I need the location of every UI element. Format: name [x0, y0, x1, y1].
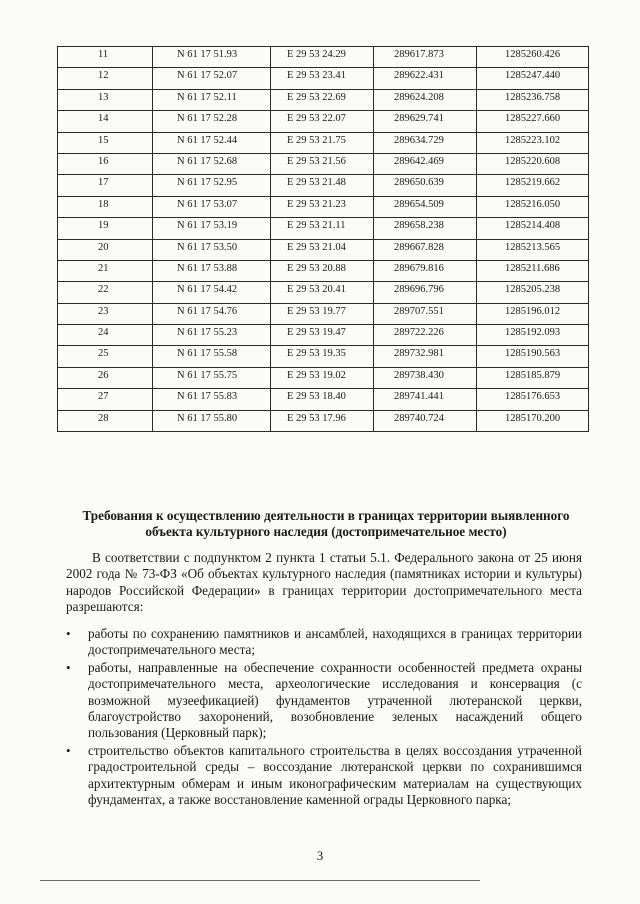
section-heading: Требования к осуществлению деятельности в границах территории выявленного объекта культурного наследия (достопримечательное место): [82, 508, 570, 539]
latitude-cell: N 61 17 55.58: [153, 346, 271, 367]
x-coordinate-cell: 289642.469: [374, 153, 477, 174]
list-item-text: строительство объектов капитального строительства в целях воссоздания утраченной градостроительной среды – воссоздание лютеранской церкви по сохранившимся архитектурным обмерам и иным иконографическим материалам на существующих фундаментах, а также восстановление каменной ограды Церковного парка;: [88, 742, 582, 808]
y-coordinate-cell: 1285220.608: [477, 153, 589, 174]
x-coordinate-cell: 289654.509: [374, 196, 477, 217]
point-number-cell: 23: [58, 303, 153, 324]
longitude-cell: E 29 53 20.88: [271, 260, 374, 281]
table-row: [58, 303, 589, 324]
table-row: [58, 111, 589, 132]
y-coordinate-cell: 1285219.662: [477, 175, 589, 196]
longitude-cell: E 29 53 17.96: [271, 410, 374, 431]
latitude-cell: N 61 17 52.28: [153, 111, 271, 132]
point-number-cell: 16: [58, 153, 153, 174]
x-coordinate-cell: 289667.828: [374, 239, 477, 260]
latitude-cell: N 61 17 52.07: [153, 68, 271, 89]
point-number-cell: 11: [58, 47, 153, 68]
point-number-cell: 21: [58, 260, 153, 281]
y-coordinate-cell: 1285196.012: [477, 303, 589, 324]
latitude-cell: N 61 17 52.95: [153, 175, 271, 196]
y-coordinate-cell: 1285223.102: [477, 132, 589, 153]
latitude-cell: N 61 17 55.23: [153, 325, 271, 346]
point-number-cell: 13: [58, 89, 153, 110]
table-row: [58, 47, 589, 68]
longitude-cell: E 29 53 23.41: [271, 68, 374, 89]
longitude-cell: E 29 53 18.40: [271, 389, 374, 410]
x-coordinate-cell: 289696.796: [374, 282, 477, 303]
point-number-cell: 12: [58, 68, 153, 89]
point-number-cell: 18: [58, 196, 153, 217]
latitude-cell: N 61 17 53.19: [153, 218, 271, 239]
list-item: [66, 626, 582, 659]
permitted-works-list: [66, 626, 582, 809]
table-row: [58, 218, 589, 239]
y-coordinate-cell: 1285192.093: [477, 325, 589, 346]
table-row: [58, 89, 589, 110]
coordinates-table: [57, 46, 589, 432]
x-coordinate-cell: 289622.431: [374, 68, 477, 89]
longitude-cell: E 29 53 21.75: [271, 132, 374, 153]
y-coordinate-cell: 1285190.563: [477, 346, 589, 367]
list-item: [66, 743, 582, 809]
point-number-cell: 15: [58, 132, 153, 153]
point-number-cell: 20: [58, 239, 153, 260]
point-number-cell: 27: [58, 389, 153, 410]
table-row: [58, 175, 589, 196]
x-coordinate-cell: 289624.208: [374, 89, 477, 110]
y-coordinate-cell: 1285247.440: [477, 68, 589, 89]
x-coordinate-cell: 289732.981: [374, 346, 477, 367]
point-number-cell: 19: [58, 218, 153, 239]
latitude-cell: N 61 17 51.93: [153, 47, 271, 68]
point-number-cell: 26: [58, 367, 153, 388]
longitude-cell: E 29 53 19.47: [271, 325, 374, 346]
y-coordinate-cell: 1285170.200: [477, 410, 589, 431]
longitude-cell: E 29 53 22.07: [271, 111, 374, 132]
latitude-cell: N 61 17 52.44: [153, 132, 271, 153]
longitude-cell: E 29 53 21.56: [271, 153, 374, 174]
latitude-cell: N 61 17 52.68: [153, 153, 271, 174]
longitude-cell: E 29 53 19.77: [271, 303, 374, 324]
list-item-text: работы, направленные на обеспечение сохранности особенностей предмета охраны достопримечательного места, археологические исследования и консервация (с возможной музеефикацией) фундаментов утраченной лютеранской церкви, благоустройство захоронений, возобновление зеленых насаждений общего пользования (Церковный парк);: [88, 659, 582, 741]
longitude-cell: E 29 53 21.04: [271, 239, 374, 260]
x-coordinate-cell: 289634.729: [374, 132, 477, 153]
point-number-cell: 22: [58, 282, 153, 303]
x-coordinate-cell: 289738.430: [374, 367, 477, 388]
point-number-cell: 28: [58, 410, 153, 431]
y-coordinate-cell: 1285213.565: [477, 239, 589, 260]
x-coordinate-cell: 289629.741: [374, 111, 477, 132]
x-coordinate-cell: 289658.238: [374, 218, 477, 239]
y-coordinate-cell: 1285216.050: [477, 196, 589, 217]
table-row: [58, 239, 589, 260]
latitude-cell: N 61 17 54.42: [153, 282, 271, 303]
y-coordinate-cell: 1285205.238: [477, 282, 589, 303]
y-coordinate-cell: 1285227.660: [477, 111, 589, 132]
bullet-icon: •: [66, 626, 71, 641]
latitude-cell: N 61 17 54.76: [153, 303, 271, 324]
bullet-icon: •: [66, 742, 71, 758]
x-coordinate-cell: 289740.724: [374, 410, 477, 431]
point-number-cell: 14: [58, 111, 153, 132]
coordinates-table-body: [58, 47, 589, 432]
latitude-cell: N 61 17 52.11: [153, 89, 271, 110]
longitude-cell: E 29 53 19.35: [271, 346, 374, 367]
longitude-cell: E 29 53 19.02: [271, 367, 374, 388]
y-coordinate-cell: 1285185.879: [477, 367, 589, 388]
table-row: [58, 389, 589, 410]
latitude-cell: N 61 17 53.07: [153, 196, 271, 217]
footer-divider: [40, 880, 480, 881]
x-coordinate-cell: 289741.441: [374, 389, 477, 410]
latitude-cell: N 61 17 53.50: [153, 239, 271, 260]
longitude-cell: E 29 53 21.23: [271, 196, 374, 217]
page-number: 3: [316, 848, 324, 863]
longitude-cell: E 29 53 21.11: [271, 218, 374, 239]
table-row: [58, 367, 589, 388]
y-coordinate-cell: 1285214.408: [477, 218, 589, 239]
y-coordinate-cell: 1285211.686: [477, 260, 589, 281]
table-row: [58, 153, 589, 174]
y-coordinate-cell: 1285176.653: [477, 389, 589, 410]
point-number-cell: 24: [58, 325, 153, 346]
x-coordinate-cell: 289617.873: [374, 47, 477, 68]
table-row: [58, 282, 589, 303]
table-row: [58, 410, 589, 431]
y-coordinate-cell: 1285260.426: [477, 47, 589, 68]
x-coordinate-cell: 289650.639: [374, 175, 477, 196]
x-coordinate-cell: 289707.551: [374, 303, 477, 324]
table-row: [58, 68, 589, 89]
x-coordinate-cell: 289679.816: [374, 260, 477, 281]
y-coordinate-cell: 1285236.758: [477, 89, 589, 110]
latitude-cell: N 61 17 53.88: [153, 260, 271, 281]
intro-paragraph: В соответствии с подпунктом 2 пункта 1 статьи 5.1. Федерального закона от 25 июня 2002 года № 73-ФЗ «Об объектах культурного наследия (памятниках истории и культуры) народов Российской Федерации» в границах территории достопримечательного места разрешаются:: [66, 550, 582, 615]
x-coordinate-cell: 289722.226: [374, 325, 477, 346]
point-number-cell: 17: [58, 175, 153, 196]
latitude-cell: N 61 17 55.83: [153, 389, 271, 410]
table-row: [58, 132, 589, 153]
longitude-cell: E 29 53 20.41: [271, 282, 374, 303]
longitude-cell: E 29 53 21.48: [271, 175, 374, 196]
longitude-cell: E 29 53 22.69: [271, 89, 374, 110]
point-number-cell: 25: [58, 346, 153, 367]
list-item-text: работы по сохранению памятников и ансамблей, находящихся в границах территории достопримечательного места;: [88, 626, 582, 658]
longitude-cell: E 29 53 24.29: [271, 47, 374, 68]
table-row: [58, 325, 589, 346]
list-item: [66, 660, 582, 742]
table-row: [58, 260, 589, 281]
table-row: [58, 346, 589, 367]
latitude-cell: N 61 17 55.80: [153, 410, 271, 431]
bullet-icon: •: [66, 659, 71, 675]
table-row: [58, 196, 589, 217]
latitude-cell: N 61 17 55.75: [153, 367, 271, 388]
